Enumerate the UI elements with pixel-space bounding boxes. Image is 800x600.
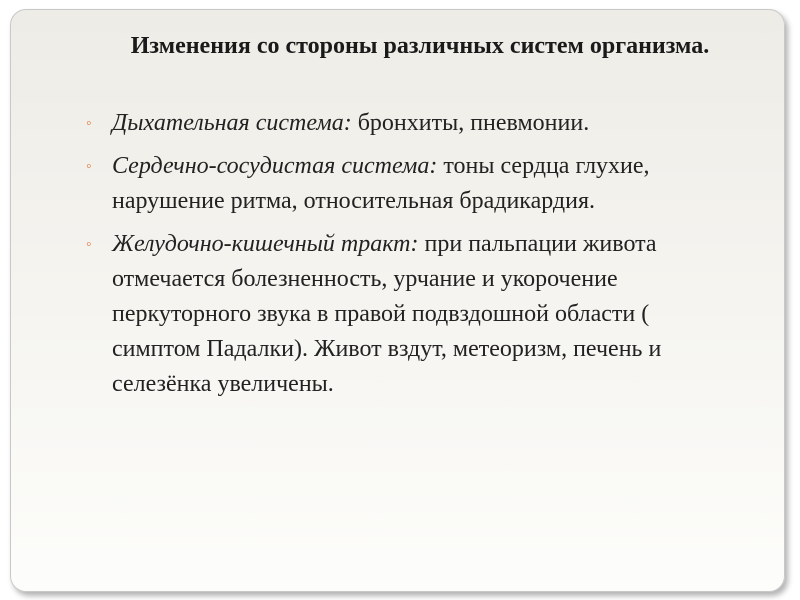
bullet-label: Дыхательная система:	[112, 110, 352, 136]
slide-title: Изменения со стороны различных систем организма.	[130, 33, 710, 59]
bullet-item-gastrointestinal	[86, 227, 726, 402]
bullet-icon: ◦	[86, 158, 92, 175]
bullet-icon: ◦	[86, 115, 92, 132]
bullet-text: при пальпации живота отмечается болезненность, урчание и укорочение перкуторного звука в правой подвздошной области ( симптом Падалки). Живот вздут, метеоризм, печень и селезёнка увеличены.	[112, 231, 662, 397]
bullet-list	[86, 106, 726, 410]
bullet-item-respiratory	[86, 106, 726, 141]
bullet-text: бронхиты, пневмонии.	[351, 110, 590, 136]
bullet-label: Сердечно-сосудистая система:	[112, 153, 438, 179]
bullet-item-cardiovascular	[86, 149, 726, 219]
bullet-label: Желудочно-кишечный тракт:	[112, 231, 419, 257]
bullet-text: тоны сердца глухие, нарушение ритма, относительная брадикардия.	[112, 153, 650, 214]
bullet-icon: ◦	[86, 236, 92, 253]
